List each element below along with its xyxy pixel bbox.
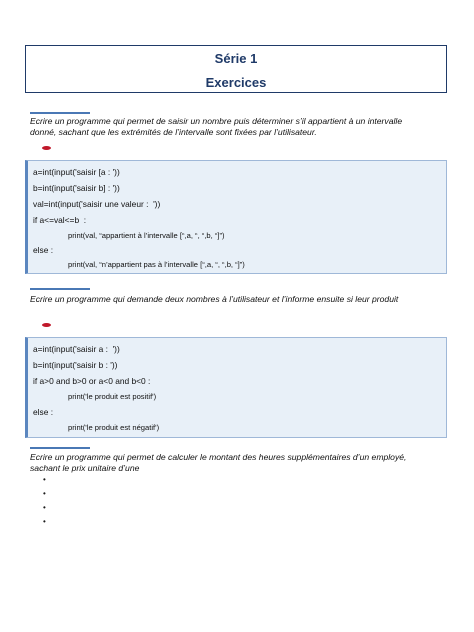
exercise-3-statement <box>30 452 450 474</box>
code-block-2 <box>25 337 447 438</box>
code-line: a=int(input('saisir a : ')) <box>33 344 120 354</box>
code-line: print('le produit est positif') <box>68 392 157 401</box>
red-dot-marker <box>42 146 51 150</box>
code-line: if a>0 and b>0 or a<0 and b<0 : <box>33 376 151 386</box>
code-line: if a<=val<=b : <box>33 215 87 225</box>
code-line: else : <box>33 245 54 255</box>
code-line: else : <box>33 407 54 417</box>
exercise-1-statement <box>30 116 450 138</box>
statement-line: sachant le prix unitaire d’une <box>30 463 140 473</box>
code-block-1 <box>25 160 447 274</box>
code-line: print('le produit est négatif') <box>68 423 160 432</box>
section-rule <box>30 447 90 449</box>
code-line: print(val, “appartient à l’intervalle [“,a, “, “,b, “]”) <box>68 231 225 240</box>
section-rule <box>30 288 90 290</box>
statement-line: donné, sachant que les extrémités de l’intervalle sont fixées par l’utilisateur. <box>30 127 317 137</box>
code-line: a=int(input('saisir [a : ')) <box>33 167 120 177</box>
statement-line: Ecrire un programme qui permet de calculer le montant des heures supplémentaires d’un employé, <box>30 452 407 462</box>
code-line: b=int(input('saisir b : ')) <box>33 360 118 370</box>
section-rule <box>30 112 90 114</box>
code-line: b=int(input('saisir b] : ')) <box>33 183 120 193</box>
series-title: Série 1 <box>214 51 258 66</box>
statement-line: Ecrire un programme qui demande deux nombres à l’utilisateur et l’informe ensuite si leur produit <box>30 294 399 304</box>
exercise-2-statement <box>30 294 450 305</box>
statement-line: Ecrire un programme qui permet de saisir un nombre puis déterminer s’il appartient à un intervalle <box>30 116 403 126</box>
code-line: val=int(input('saisir une valeur : ')) <box>33 199 161 209</box>
red-dot-marker <box>42 323 51 327</box>
code-line: print(val, “n’appartient pas à l’intervalle [“,a, “, “,b, “]”) <box>68 260 245 269</box>
exercises-subtitle: Exercices <box>205 75 267 90</box>
title-box <box>25 45 447 93</box>
